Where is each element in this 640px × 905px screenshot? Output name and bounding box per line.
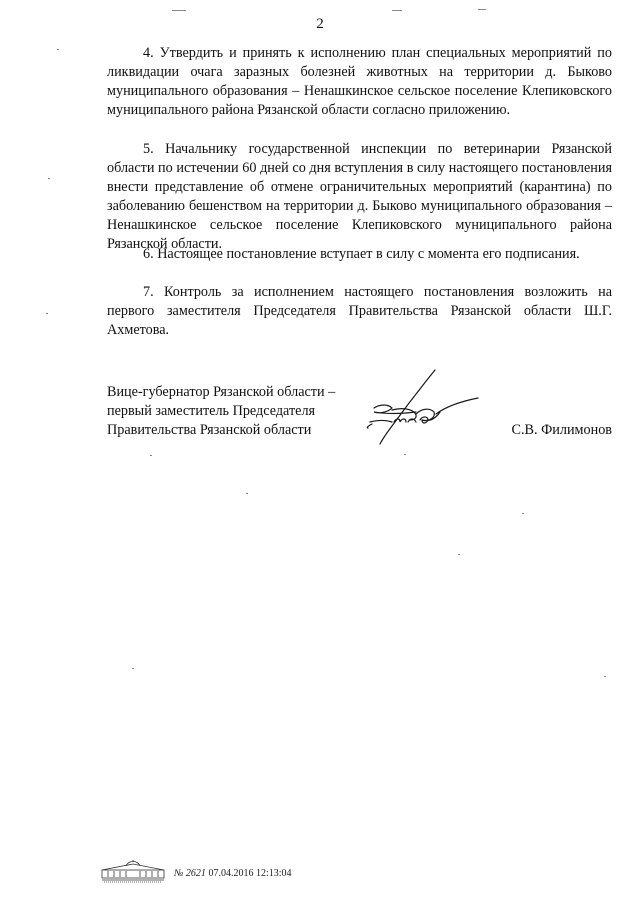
scan-speck	[478, 9, 486, 10]
document-datetime: 07.04.2016 12:13:04	[208, 868, 292, 879]
government-building-icon	[100, 860, 166, 884]
registration-footer	[100, 860, 360, 886]
paragraph-5: 5. Начальнику государственной инспекции по ветеринарии Рязанской области по истечении 60 дней со дня вступления в силу настоящего постановления внести представление об отмене ограничительных мероприятий (карантина) по заболеванию бешенством на территории д. Быково муниципального образования – Ненашкинское сельское поселение Клепиковского муниципального района Рязанской области.	[107, 141, 612, 252]
signatory-title-line-2: первый заместитель Председателя	[107, 403, 316, 419]
signatory-title-line-1: Вице-губернатор Рязанской области –	[107, 384, 336, 400]
scan-speck	[522, 513, 524, 514]
page-number: 2	[316, 16, 324, 32]
paragraph-6: 6. Настоящее постановление вступает в силу с момента его подписания.	[143, 246, 580, 262]
scan-speck	[458, 554, 460, 555]
signatory-title-line-3: Правительства Рязанской области	[107, 422, 312, 438]
scan-speck	[604, 676, 606, 677]
handwritten-signature	[330, 368, 490, 448]
scan-speck	[404, 454, 406, 455]
scan-speck	[172, 10, 186, 11]
scan-speck	[150, 455, 152, 456]
scan-speck	[392, 10, 402, 11]
paragraph-4: 4. Утвердить и принять к исполнению план специальных мероприятий по ликвидации очага заразных болезней животных на территории д. Быково муниципального образования – Ненашкинское сельское поселение Клепиковского муниципального района Рязанской области согласно приложению.	[107, 45, 612, 118]
scan-speck	[46, 313, 48, 314]
paragraph-7: 7. Контроль за исполнением настоящего постановления возложить на первого заместителя Председателя Правительства Рязанской области Ш.Г. Ахметова.	[107, 284, 612, 338]
signatory-name: С.В. Филимонов	[511, 422, 612, 438]
scan-speck	[132, 668, 134, 669]
footer-registration-text	[174, 868, 292, 879]
scan-speck	[57, 49, 59, 50]
document-number: № 2621	[174, 868, 206, 879]
scan-speck	[48, 178, 50, 179]
scan-speck	[246, 493, 248, 494]
signatory-title	[107, 383, 335, 440]
